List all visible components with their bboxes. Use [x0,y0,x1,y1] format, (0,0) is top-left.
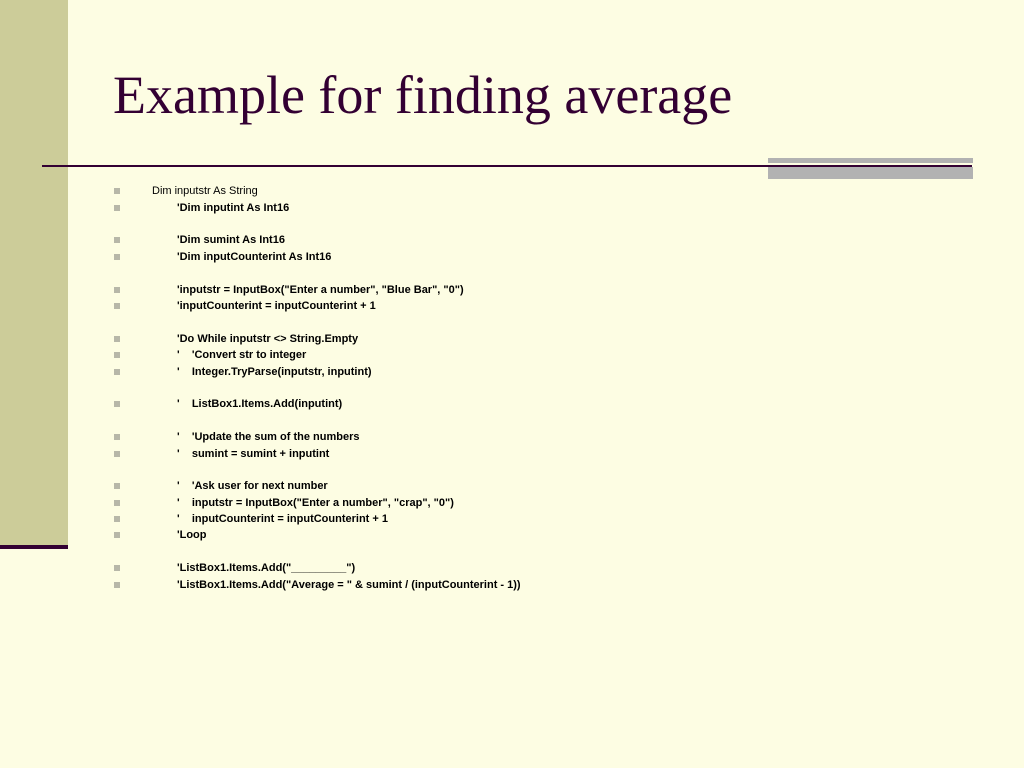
left-bar-underline [0,545,68,549]
gray-accent-stripe-bottom [768,167,973,179]
code-line: ' 'Ask user for next number [177,480,328,492]
code-line: 'inputCounterint = inputCounterint + 1 [177,300,376,312]
code-line: ' inputstr = InputBox("Enter a number", "crap", "0") [177,497,454,509]
bullet-square-icon [114,303,120,309]
code-line: 'Do While inputstr <> String.Empty [177,333,359,345]
code-line: 'Dim sumint As Int16 [177,234,285,246]
bullet-square-icon [114,352,120,358]
gray-accent-stripe-top [768,158,973,163]
bullet-square-icon [114,483,120,489]
bullet-square-icon [114,516,120,522]
code-line: ' ListBox1.Items.Add(inputint) [177,398,343,410]
bullet-square-icon [114,254,120,260]
code-line: Dim inputstr As String [152,185,258,197]
code-line: 'Dim inputint As Int16 [177,202,290,214]
code-line: 'ListBox1.Items.Add("Average = " & sumint / (inputCounterint - 1)) [177,579,521,591]
bullet-square-icon [114,287,120,293]
bullet-square-icon [114,237,120,243]
bullet-square-icon [114,434,120,440]
bullet-square-icon [114,582,120,588]
code-line: 'Dim inputCounterint As Int16 [177,251,332,263]
code-line: ' Integer.TryParse(inputstr, inputint) [177,366,372,378]
bullet-square-icon [114,336,120,342]
slide-title: Example for finding average [113,65,733,125]
bullet-square-icon [114,565,120,571]
code-line: ' 'Update the sum of the numbers [177,431,360,443]
code-line: ' inputCounterint = inputCounterint + 1 [177,513,388,525]
bullet-square-icon [114,401,120,407]
bullet-square-icon [114,451,120,457]
code-line: 'Loop [177,529,207,541]
left-decorative-bar [0,0,68,545]
bullet-square-icon [114,188,120,194]
bullet-square-icon [114,500,120,506]
code-line: 'ListBox1.Items.Add("_________") [177,562,356,574]
code-line: 'inputstr = InputBox("Enter a number", "Blue Bar", "0") [177,284,464,296]
bullet-square-icon [114,369,120,375]
gray-accent-block [768,158,973,179]
bullet-square-icon [114,205,120,211]
code-line: ' 'Convert str to integer [177,349,307,361]
code-line: ' sumint = sumint + inputint [177,448,330,460]
bullet-square-icon [114,532,120,538]
